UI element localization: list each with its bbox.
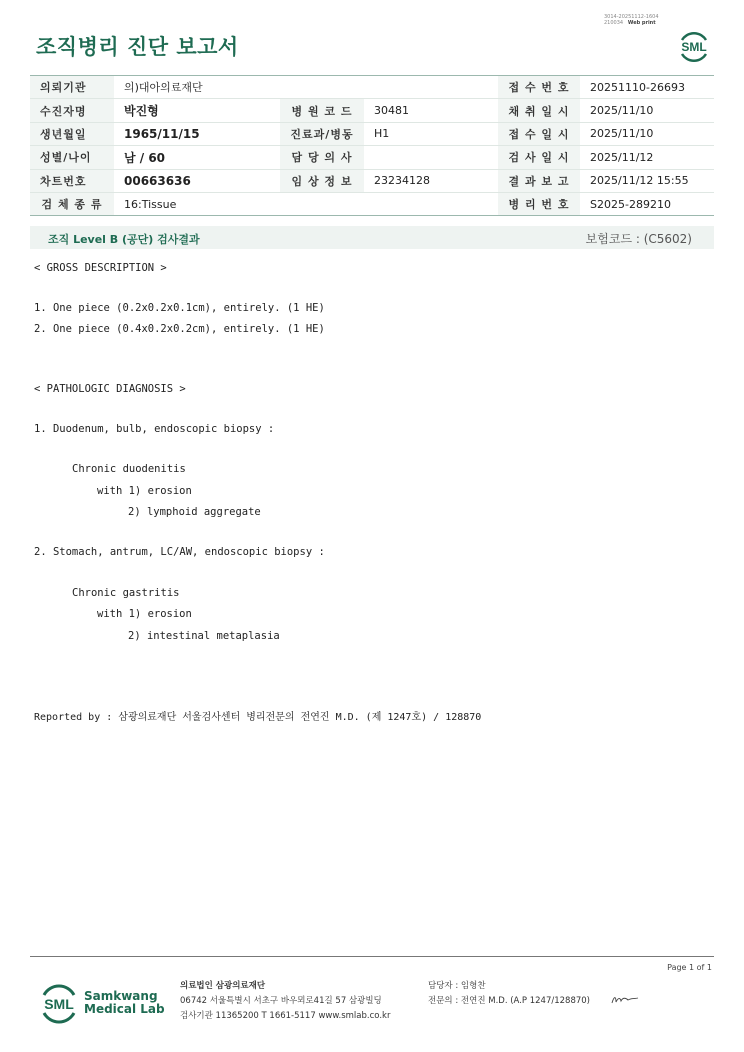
reported-by: Reported by : 삼광의료재단 서울검사센터 병리전문의 전연진 M.D. (제 1247호) / 128870 [34,712,482,723]
page-number: Page 1 of 1 [667,963,712,972]
value-patient-name: 박진형 [114,99,280,122]
value-receipt-date: 2025/11/10 [580,122,714,145]
footer-divider [30,956,714,957]
diagnosis-1-with-1: with 1) erosion [97,485,192,497]
value-sex-age: 남 / 60 [114,146,280,169]
label-birth-date: 생년월일 [30,122,114,145]
value-attending-doctor [364,146,498,169]
value-test-date: 2025/11/12 [580,146,714,169]
insurance-code: 보험코드 : (C5602) [585,232,692,246]
value-department: H1 [364,122,498,145]
footer-staff-info: 담당자 : 임형찬 전문의 : 전연진 M.D. (A.P 1247/128870) [428,981,590,1006]
diagnosis-1-text: Chronic duodenitis [72,463,186,475]
svg-text:SML: SML [681,40,707,54]
label-hospital-code: 병 원 코 드 [280,99,364,122]
table-row [30,146,714,169]
value-requesting-org: 의)대아의료재단 [114,76,498,99]
gross-heading: < GROSS DESCRIPTION > [34,262,167,274]
label-receipt-number: 접 수 번 호 [498,76,580,99]
value-pathology-number: S2025-289210 [580,192,714,215]
value-birth-date: 1965/11/15 [114,122,280,145]
section-header [30,226,714,249]
label-sex-age: 성별/나이 [30,146,114,169]
label-test-date: 검 사 일 시 [498,146,580,169]
label-receipt-date: 접 수 일 시 [498,122,580,145]
table-row [30,76,714,99]
label-clinical-info: 임 상 정 보 [280,169,364,192]
label-result-report: 결 과 보 고 [498,169,580,192]
value-specimen-type: 16:Tissue [114,192,498,215]
sml-logo-icon [676,28,712,64]
value-hospital-code: 30481 [364,99,498,122]
diagnosis-2-with-2: 2) intestinal metaplasia [128,630,280,642]
value-receipt-number: 20251110-26693 [580,76,714,99]
gross-item-2: 2. One piece (0.4x0.2x0.2cm), entirely. (1 HE) [34,323,325,335]
label-patient-name: 수진자명 [30,99,114,122]
sml-footer-logo-icon [38,980,80,1026]
value-clinical-info: 23234128 [364,169,498,192]
footer-brand: Samkwang Medical Lab [84,989,165,1016]
patient-info-table [30,75,714,216]
report-title: 조직병리 진단 보고서 [36,35,239,59]
diagnosis-2-with-1: with 1) erosion [97,608,192,620]
label-specimen-type: 검 체 종 류 [30,192,114,215]
label-attending-doctor: 담 당 의 사 [280,146,364,169]
diagnosis-2-site: 2. Stomach, antrum, LC/AW, endoscopic biopsy : [34,546,325,558]
table-row [30,169,714,192]
diagnosis-1-site: 1. Duodenum, bulb, endoscopic biopsy : [34,423,275,435]
section-title: 조직 Level B (공단) 검사결과 [48,233,200,246]
value-chart-number: 00663636 [114,169,280,192]
table-row [30,122,714,145]
label-requesting-org: 의뢰기관 [30,76,114,99]
table-row [30,99,714,122]
value-collection-date: 2025/11/10 [580,99,714,122]
label-pathology-number: 병 리 번 호 [498,192,580,215]
pathologic-heading: < PATHOLOGIC DIAGNOSIS > [34,383,186,395]
svg-text:SML: SML [44,996,74,1012]
diagnosis-2-text: Chronic gastritis [72,587,180,599]
footer-org-info: 의료법인 삼광의료재단 06742 서울특별시 서초구 바우뫼로41길 57 삼광빌딩 검사기관 11365200 T 1661-5117 www.smlab.co.kr [180,981,391,1021]
label-department: 진료과/병동 [280,122,364,145]
label-collection-date: 채 취 일 시 [498,99,580,122]
label-chart-number: 차트번호 [30,169,114,192]
document-code: 3014-20251112-1604 210034 Web print [604,14,659,26]
signature-icon [610,994,640,1006]
value-result-report: 2025/11/12 15:55 [580,169,714,192]
table-row [30,192,714,215]
diagnosis-1-with-2: 2) lymphoid aggregate [128,506,261,518]
gross-item-1: 1. One piece (0.2x0.2x0.1cm), entirely. (1 HE) [34,302,325,314]
